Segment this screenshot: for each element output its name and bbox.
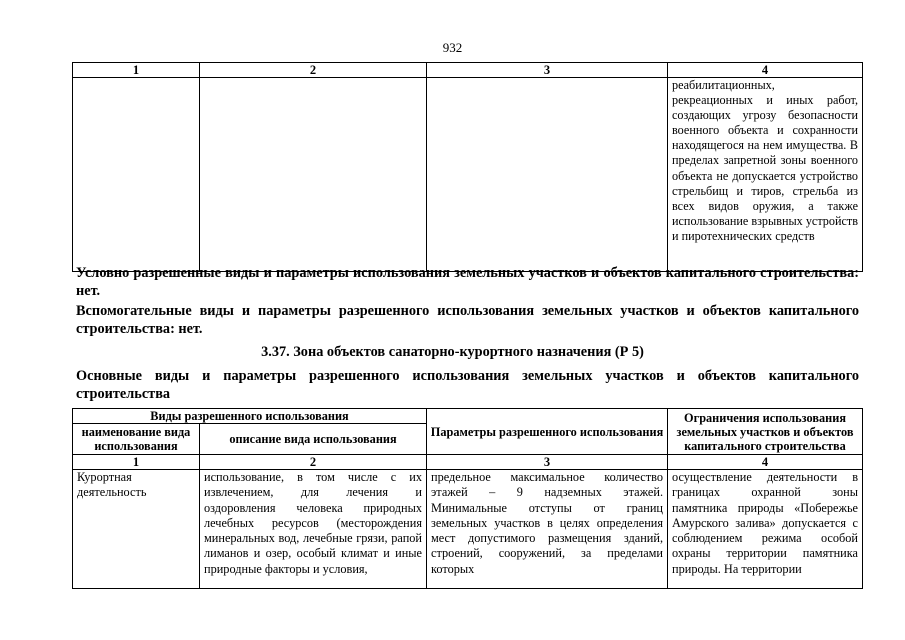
use-name-cell: Курортная деятельность bbox=[73, 470, 200, 589]
column-number: 3 bbox=[427, 455, 668, 470]
column-number: 4 bbox=[668, 455, 863, 470]
page-number: 932 bbox=[442, 40, 463, 55]
continued-table bbox=[72, 62, 863, 272]
header-restrictions: Ограничения использования земельных участков и объектов капитального строительства bbox=[668, 409, 863, 455]
header-use-description: описание вида использования bbox=[200, 424, 427, 455]
column-number: 1 bbox=[73, 455, 200, 470]
column-number-row bbox=[73, 63, 863, 78]
parameters-cell: предельное максимальное количество этажей – 9 надземных этажей. Минимальные отступы от границ земельных участков в целях определения мест допустимого размещения зданий, строений, сооружений, за пределами которых bbox=[427, 470, 668, 589]
column-number-row bbox=[73, 455, 863, 470]
column-number: 3 bbox=[427, 63, 668, 78]
auxiliary-use-paragraph: Вспомогательные виды и параметры разрешенного использования земельных участков и объектов капитального строительства: нет. bbox=[76, 303, 859, 337]
column-number: 4 bbox=[668, 63, 863, 78]
table-row bbox=[73, 78, 863, 272]
table-cell bbox=[200, 78, 427, 272]
use-description-cell: использование, в том числе с их извлечением, для лечения и оздоровления человека природных лечебных ресурсов (месторождения минеральных вод, лечебные грязи, рапой лиманов и озер, особый климат и иные природные факторы и условия, bbox=[200, 470, 427, 589]
restrictions-cell: осуществление деятельности в границах охранной зоны памятника природы «Побережье Амурского залива» допускается с соблюдением режима особой охраны территории памятника природы. На территории bbox=[668, 470, 863, 589]
header-use-name: наименование вида использования bbox=[73, 424, 200, 455]
header-uses-group: Виды разрешенного использования bbox=[73, 409, 427, 424]
conditional-use-paragraph: Условно разрешенные виды и параметры использования земельных участков и объектов капитального строительства: нет. bbox=[76, 265, 859, 299]
header-row bbox=[73, 409, 863, 424]
restrictions-cell: реабилитационных, рекреационных и иных работ, создающих угрозу безопасности военного объекта и сохранности находящегося на нем имущества. В пределах запретной зоны военного объекта не допускается устройство стрельбищ и тиров, стрельба из всех видов оружия, а также использование взрывных устройств и пиротехнических средств bbox=[668, 78, 863, 272]
header-parameters: Параметры разрешенного использования bbox=[427, 409, 668, 455]
table-row bbox=[73, 470, 863, 589]
table-cell bbox=[73, 78, 200, 272]
column-number: 2 bbox=[200, 63, 427, 78]
zone-uses-table bbox=[72, 408, 863, 589]
main-types-paragraph: Основные виды и параметры разрешенного использования земельных участков и объектов капитального строительства bbox=[76, 368, 859, 402]
table-cell bbox=[427, 78, 668, 272]
column-number: 2 bbox=[200, 455, 427, 470]
column-number: 1 bbox=[73, 63, 200, 78]
section-heading: 3.37. Зона объектов санаторно-курортного назначения (Р 5) bbox=[261, 344, 644, 360]
